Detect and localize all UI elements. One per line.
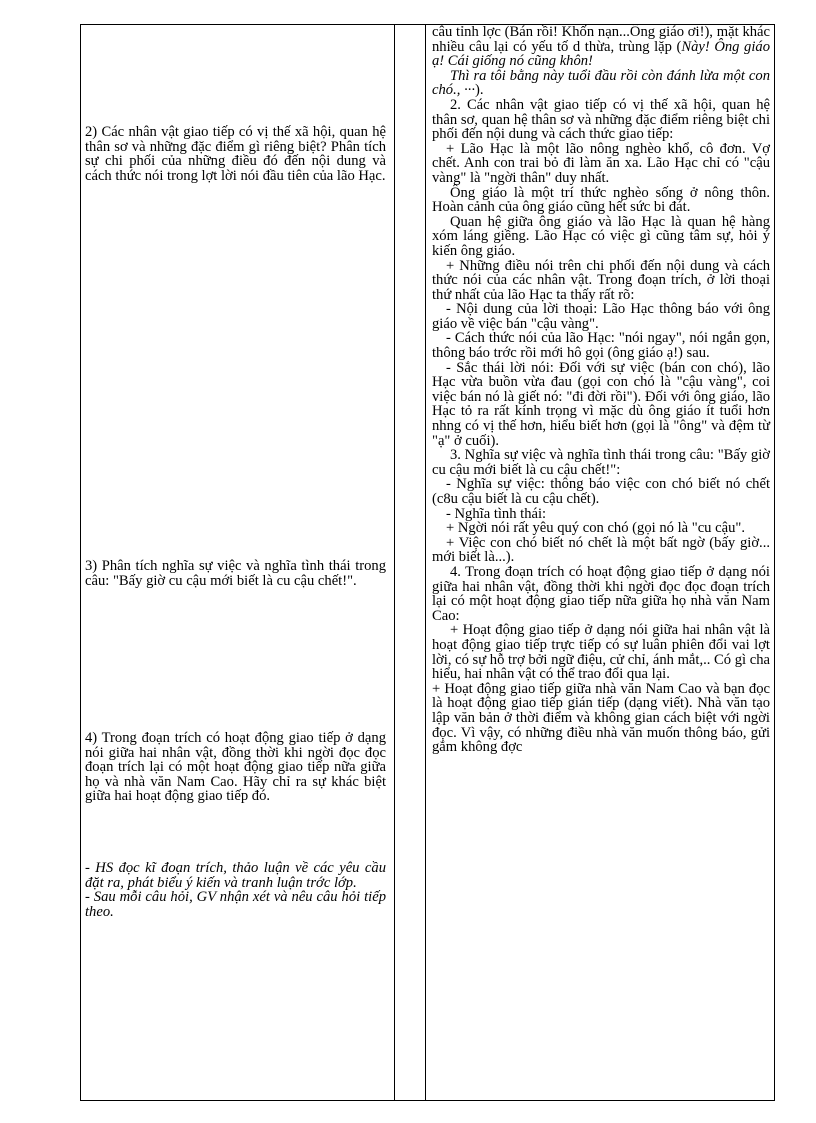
answer-3-modal-2: + Việc con chó biết nó chết là một bất ngờ (bấy giờ... mới biết là...). [432,534,770,566]
answer-3-heading: 3. Nghĩa sự việc và nghĩa tình thái trong câu: "Bấy giờ cu cậu mới biết là cu cậu chết!": [432,447,770,478]
answer-2-relation: Quan hệ giữa ông giáo và lão Hạc là quan hệ hàng xóm láng giềng. Lão Hạc có việc gì cũng tâm sự, hỏi ý kiến ông giáo. [432,213,770,259]
answer-2-manner: - Cách thức nói của lão Hạc: "nói ngay", nói ngắn gọn, thông báo trớc rồi mới hô gọi (ông giáo ạ!) sau. [432,330,770,362]
answer-2-heading: 2. Các nhân vật giao tiếp có vị thế xã hội, quan hệ thân sơ, quan hệ thân sơ và những đặc điểm riêng biệt chi phối đến nội dung và cách thức giao tiếp: [432,96,770,143]
content-column [426,25,775,1101]
question-3: 3) Phân tích nghĩa sự việc và nghĩa tình thái trong câu: "Bấy giờ cu cậu mới biết là cu cậu chết!". [85,558,386,589]
activity-column [81,25,395,1101]
answer-3-event-meaning: - Nghĩa sự việc: thông báo việc con chó biết nó chết (c8u cậu biết là cu cậu chết). [432,476,770,507]
answer-2-content: - Nội dung của lời thoại: Lão Hạc thông báo với ông giáo về việc bán "cậu vàng". [432,301,770,332]
note-teacher: - Sau mỗi câu hỏi, GV nhận xét và nêu câu hỏi tiếp theo. [85,889,386,920]
spacer-column [395,25,426,1101]
answer-3-modal-heading: - Nghĩa tình thái: [446,505,547,522]
answer-2-nuance: - Sắc thái lời nói: Đối với sự việc (bán con chó), lão Hạc vừa buồn vừa đau (gọi con chó là "cậu vàng", coi việc bán nó là giết nó: "đi đời rồi"). Đối với ông giáo, lão Hạc tỏ ra rất kính trọng vì mặc dù ông giáo ít tuổi hơn nhng có vị thế hơn, hiểu biết hơn (gọi là "ông" và đệm từ "ạ" ở cuối). [432,359,770,449]
answer-4-direct: + Hoạt động giao tiếp ở dạng nói giữa hai nhân vật là hoạt động giao tiếp trực tiếp có sự luân phiên đổi vai lợt lời, có sự hỗ trợ bởi ngữ điệu, cử chỉ, ánh mắt,.. Có gì cha hiểu, hai nhân vật có thể trao đổi qua lại. [432,622,770,683]
note-students: - HS đọc kĩ đoạn trích, thảo luận về các yêu cầu đặt ra, phát biểu ý kiến và tranh luận trớc lớp. [85,860,386,891]
answer-2-lao-hac: + Lão Hạc là một lão nông nghèo khổ, cô đơn. Vợ chết. Anh con trai bỏ đi làm ăn xa. Lão Hạc chỉ có "cậu vàng" là "ngời thân" duy nhất. [432,140,770,186]
lesson-table [80,24,775,1101]
paragraph-ellipsis: câu tỉnh lợc (Bán rồi! Khốn nạn...Ông giáo ơi!), mặt khác nhiều câu lại có yếu tố d thừa, trùng lặp (Này! Ông giáo ạ! Cái giống nó cũng khôn! [432,25,771,70]
answer-2-influence: + Những điều nói trên chi phối đến nội dung và cách thức nói của các nhân vật. Trong đoạn trích, ở lời thoại thứ nhất của lão Hạc ta thấy rất rõ: [432,257,770,303]
paragraph-quote: Thì ra tôi bằng này tuổi đầu rồi còn đánh lừa một con chó., ···). [432,67,770,99]
question-2: 2) Các nhân vật giao tiếp có vị thế xã hội, quan hệ thân sơ và những đặc điểm gì riêng biệt? Phân tích sự chi phối của những điều đó đến nội dung và cách thức nói trong lợt lời nói đầu tiên của lão Hạc. [85,124,386,184]
answer-2-ong-giao: Ông giáo là một trí thức nghèo sống ở nông thôn. Hoàn cảnh của ông giáo cũng hết sức bi đát. [432,184,770,216]
answer-3-modal-1: + Ngời nói rất yêu quý con chó (gọi nó là "cu cậu". [446,520,745,537]
teaching-notes [85,861,386,919]
answer-4-heading: 4. Trong đoạn trích có hoạt động giao tiếp ở dạng nói giữa hai nhân vật, đồng thời khi ngời đọc đọc đoạn trích lại có một hoạt động giao tiếp nữa giữa họ nhà văn Nam Cao: [432,563,770,624]
answer-4-indirect: + Hoạt động giao tiếp giữa nhà văn Nam Cao và bạn đọc là hoạt động giao tiếp gián tiếp (dạng viết). Nhà văn tạo lập văn bản ở thời điểm và không gian cách biệt với ngời đọc. Vì vậy, có những điều nhà văn muốn thông báo, gửi gắm không đợc [432,680,770,756]
question-4: 4) Trong đoạn trích có hoạt động giao tiếp ở dạng nói giữa hai nhân vật, đồng thời khi ngời đọc đọc đoạn trích lại có một hoạt động giao tiếp nữa giữa họ và nhà văn Nam Cao. Hãy chỉ ra sự khác biệt giữa hai hoạt động giao tiếp đó. [85,730,386,805]
